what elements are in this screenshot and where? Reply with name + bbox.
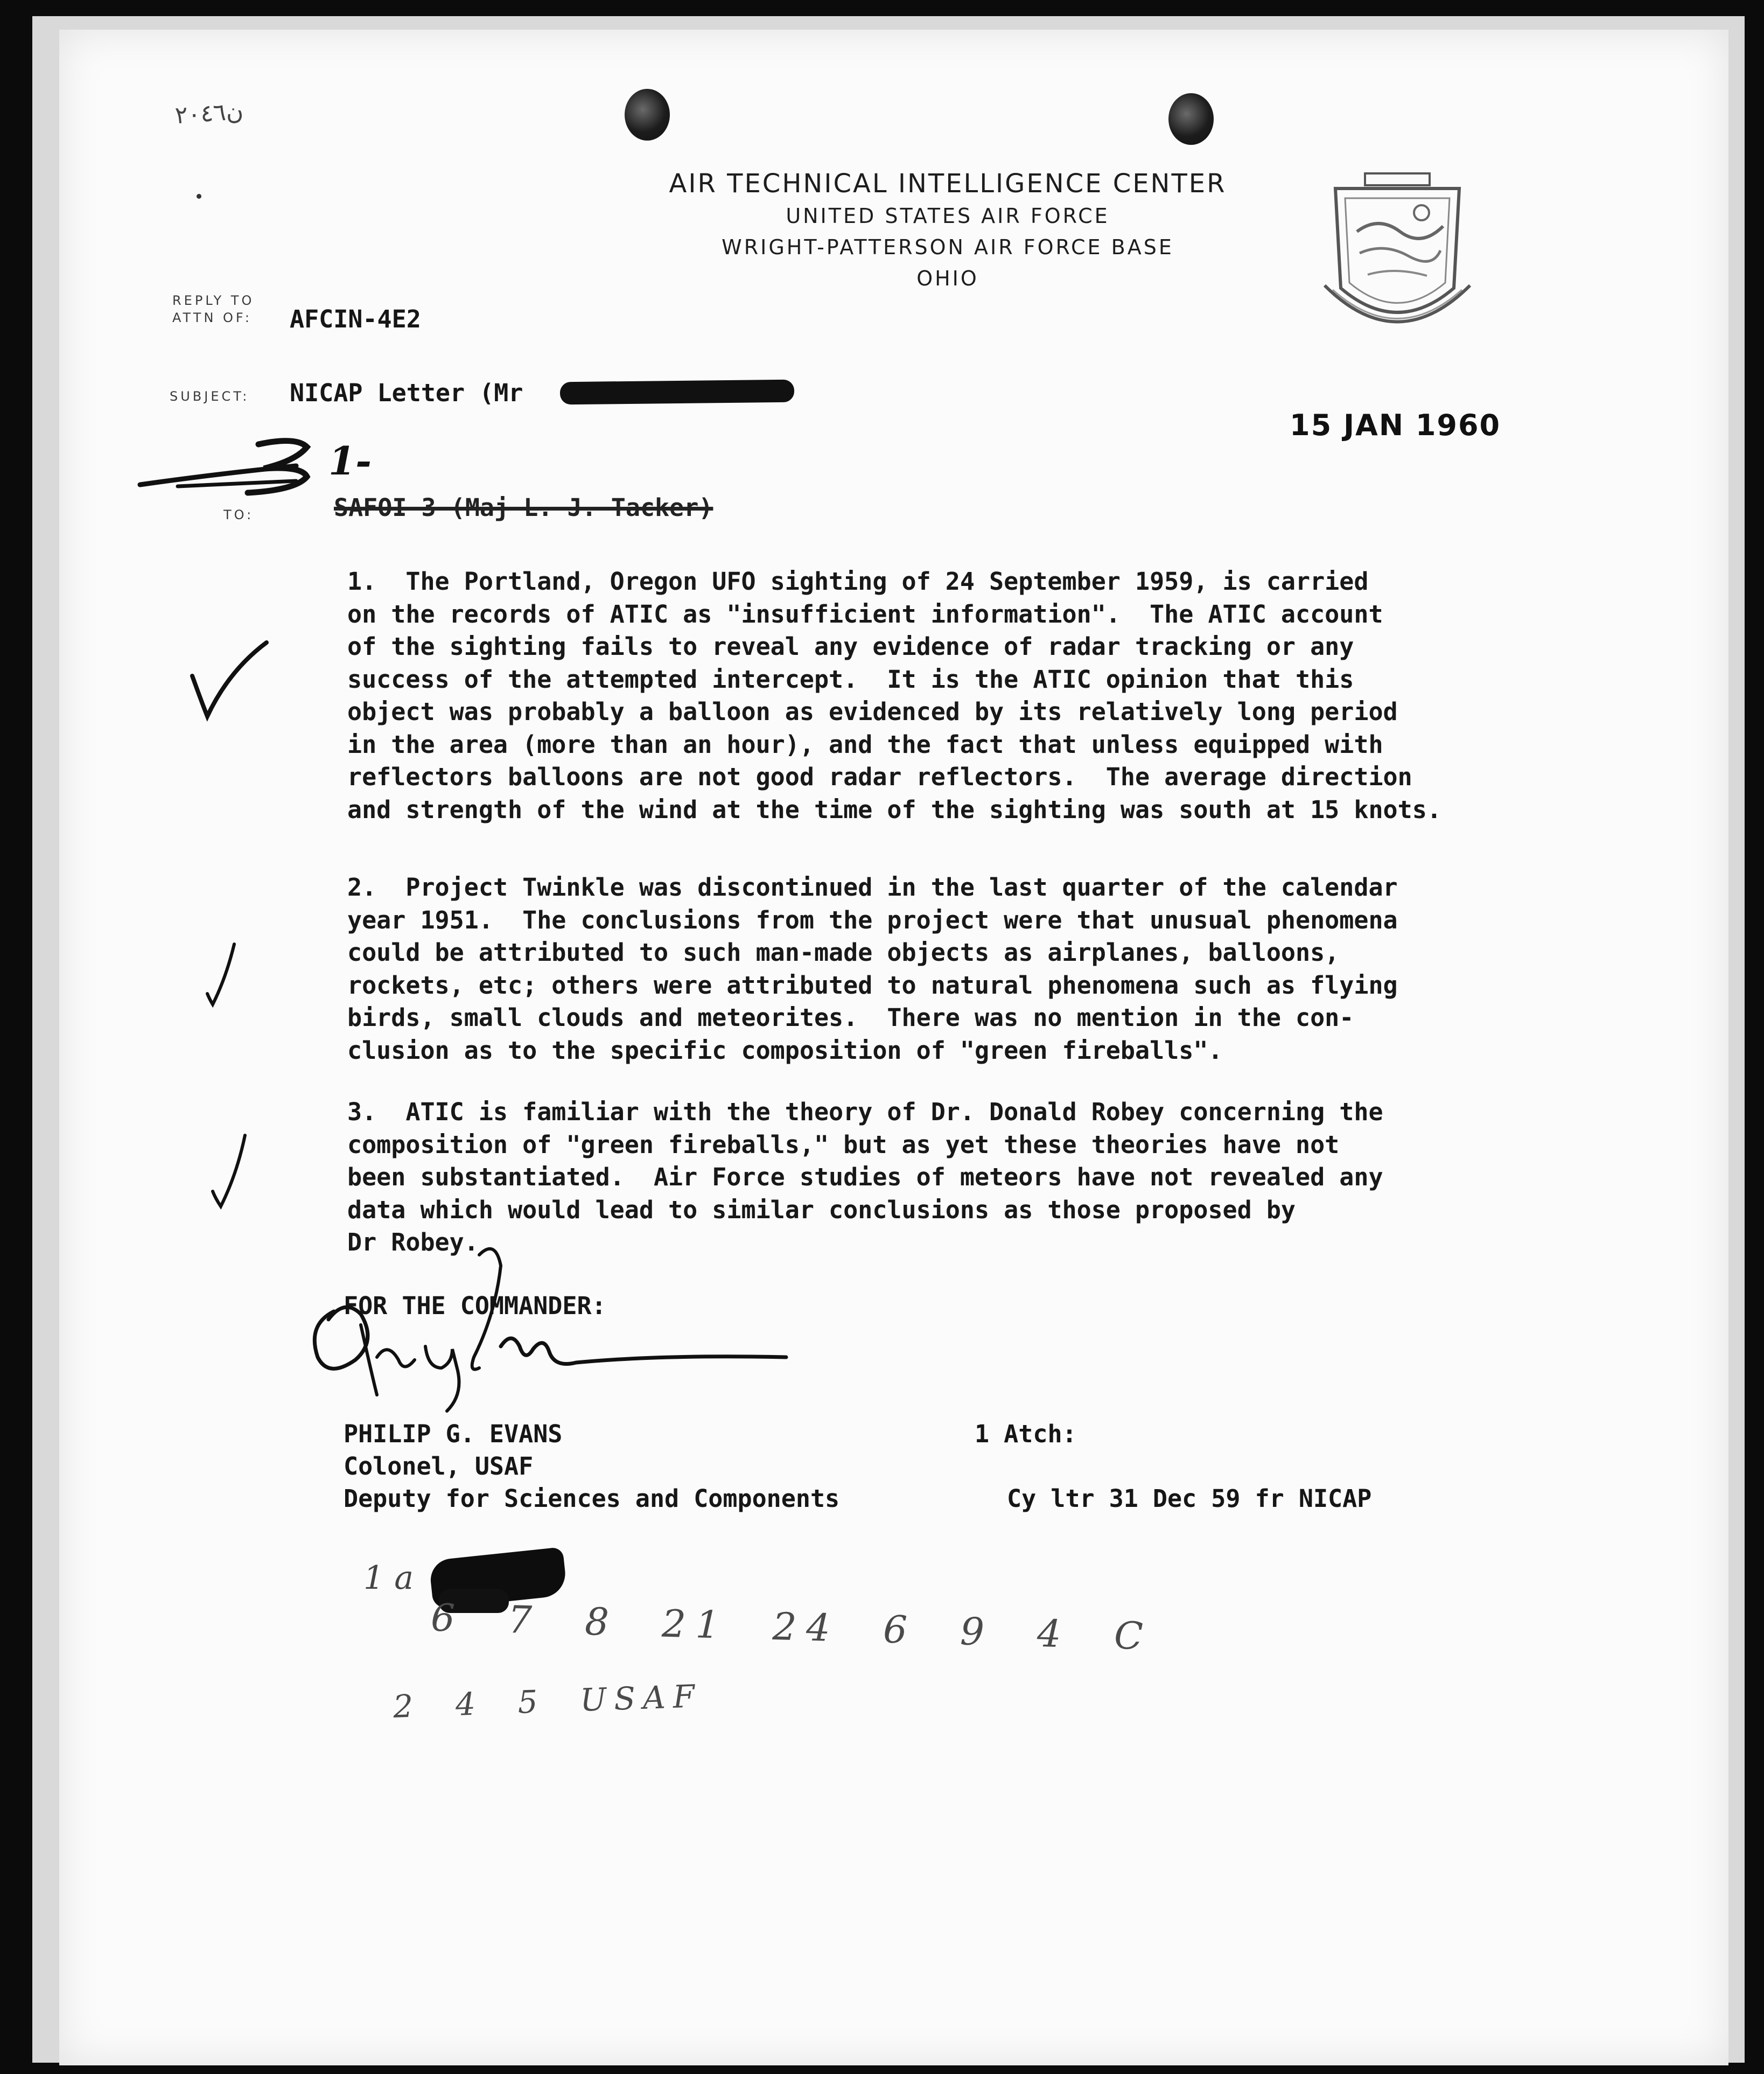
paragraph-line: data which would lead to similar conclusions as those proposed by	[347, 1195, 1296, 1224]
check-mark-2	[202, 940, 245, 1010]
paragraph-line: object was probably a balloon as evidenced by its relatively long period	[347, 697, 1398, 726]
margin-note: ن٢٠٤٦	[174, 97, 244, 130]
paragraph-2	[347, 871, 1398, 1067]
paragraph-line: could be attributed to such man-made objects as airplanes, balloons,	[347, 938, 1340, 967]
paragraph-line: been substantiated. Air Force studies of meteors have not revealed any	[347, 1163, 1383, 1191]
subject-label: SUBJECT:	[170, 389, 250, 404]
paragraph-line: success of the attempted intercept. It is the ATIC opinion that this	[347, 665, 1354, 694]
paragraph-line: 2. Project Twinkle was discontinued in the last quarter of the calendar	[347, 873, 1398, 902]
letter-date: 15 JAN 1960	[1290, 408, 1501, 442]
handwritten-signature	[296, 1233, 792, 1438]
attachment-item: Cy ltr 31 Dec 59 fr NICAP	[1007, 1484, 1372, 1513]
atic-seal-emblem	[1314, 151, 1481, 355]
paragraph-line: on the records of ATIC as "insufficient information". The ATIC account	[347, 599, 1383, 629]
to-label: TO:	[223, 507, 254, 522]
letterhead-state: OHIO	[916, 267, 979, 290]
paragraph-line: rockets, etc; others were attributed to natural phenomena such as flying	[347, 970, 1398, 1000]
ink-dot	[197, 194, 201, 199]
punch-hole-left	[625, 89, 670, 141]
check-mark-1	[186, 638, 272, 724]
attachment-label: 1 Atch:	[975, 1420, 1077, 1448]
to-value: SAFOI-3 (Maj L. J. Tacker)	[334, 493, 713, 522]
paragraph-line: 3. ATIC is familiar with the theory of Dr. Donald Robey concerning the	[347, 1098, 1383, 1126]
check-mark-3	[207, 1131, 256, 1212]
subject-value: NICAP Letter (Mr	[290, 379, 523, 407]
closing-line: FOR THE COMMANDER:	[344, 1291, 606, 1320]
reply-to-label	[172, 292, 254, 326]
signer-rank: Colonel, USAF	[344, 1452, 534, 1481]
paragraph-line: and strength of the wind at the time of the sighting was south at 15 knots.	[347, 795, 1441, 824]
paragraph-line: of the sighting fails to reveal any evidence of radar tracking or any	[347, 632, 1354, 661]
handwritten-to-prefix: 1-	[328, 438, 372, 484]
paragraph-line: composition of "green fireballs," but as yet these theories have not	[347, 1130, 1340, 1159]
paragraph-line: year 1951. The conclusions from the project were that unusual phenomena	[347, 905, 1398, 934]
paragraph-line: reflectors balloons are not good radar reflectors. The average direction	[347, 763, 1412, 791]
reply-to-label-line2: ATTN OF:	[172, 310, 252, 325]
paragraph-line: in the area (more than an hour), and the fact that unless equipped with	[347, 730, 1383, 759]
letterhead-base: WRIGHT-PATTERSON AIR FORCE BASE	[722, 235, 1174, 259]
letterhead	[598, 167, 1298, 294]
document-page	[59, 30, 1728, 2065]
handwritten-note-line1: 6 7 8 21 24 6 9 4 C	[430, 1595, 1153, 1659]
paragraph-line: clusion as to the specific composition of "green fireballs".	[347, 1036, 1223, 1065]
paragraph-line: 1. The Portland, Oregon UFO sighting of 24 September 1959, is carried	[347, 567, 1369, 596]
punch-hole-right	[1168, 93, 1214, 145]
letterhead-org: AIR TECHNICAL INTELLIGENCE CENTER	[669, 169, 1227, 199]
paragraph-line: birds, small clouds and meteorites. There was no mention in the con-	[347, 1003, 1354, 1032]
redaction-bar-subject	[560, 380, 794, 405]
signer-title: Deputy for Sciences and Components	[344, 1484, 840, 1513]
reply-to-label-line1: REPLY TO	[172, 293, 255, 308]
signer-name: PHILIP G. EVANS	[344, 1420, 563, 1448]
handwritten-prefix-mark: 1 a	[363, 1559, 414, 1597]
office-symbol: AFCIN-4E2	[290, 305, 421, 333]
paragraph-line: Dr Robey.	[347, 1228, 479, 1256]
handwritten-note-line2: 2 4 5 USAF	[392, 1678, 703, 1725]
letterhead-service: UNITED STATES AIR FORCE	[786, 204, 1110, 228]
paragraph-1	[347, 565, 1441, 826]
